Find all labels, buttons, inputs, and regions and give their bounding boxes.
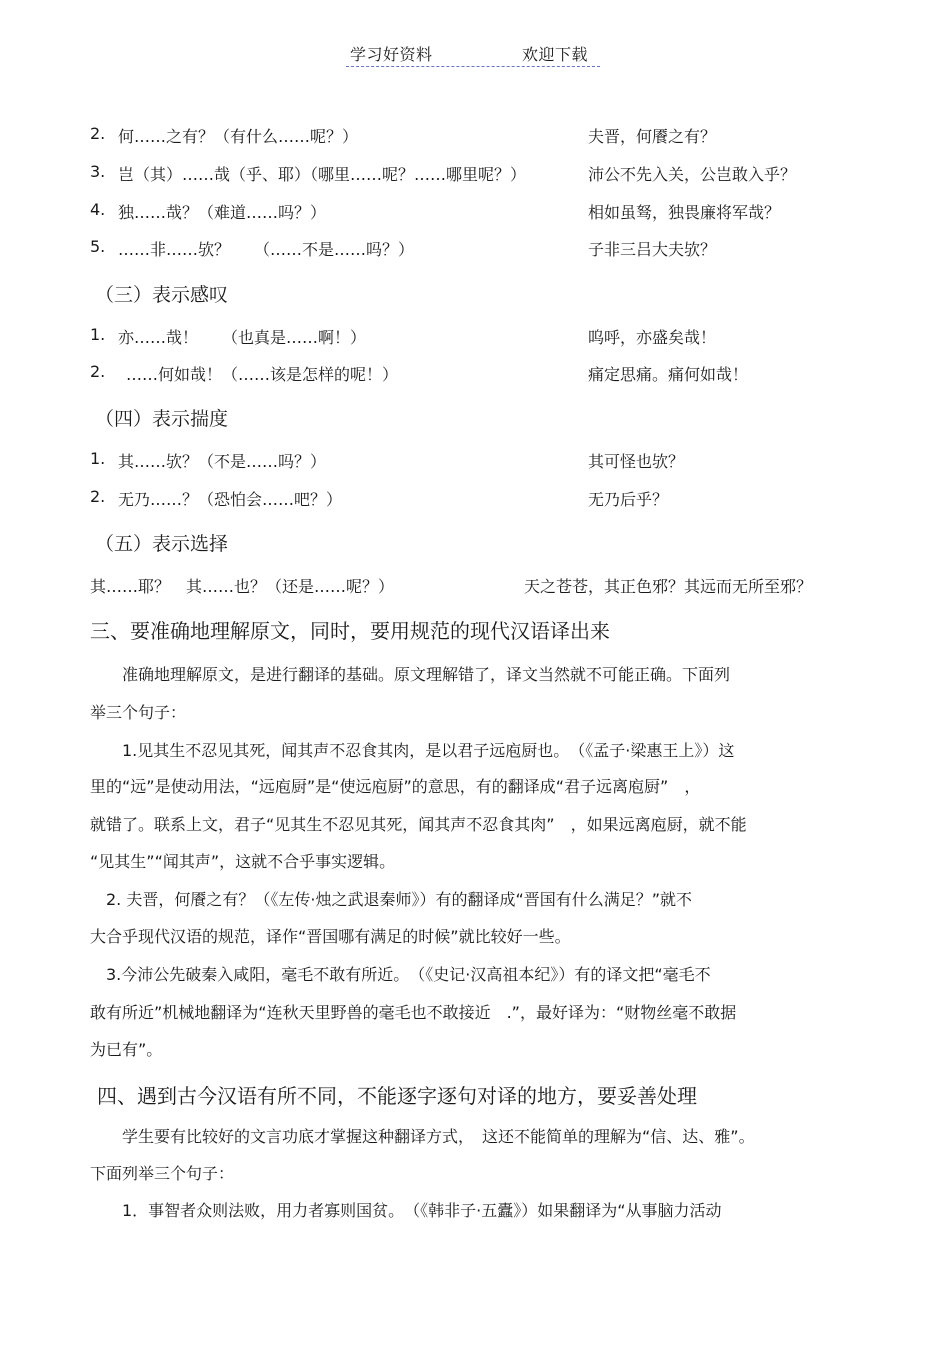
pattern-text: 其……耶？ 其……也？（还是……呢？） [90, 577, 395, 596]
header-left-text: 学习好资料 [350, 45, 433, 64]
example-text: 沛公不先入关，公岂敢入乎？ [588, 165, 797, 184]
paragraph-line: 1．事智者众则法败，用力者寡则国贫。 （《韩非子·五蠹》）如果翻译为“从事脑力活动 [90, 1201, 722, 1220]
item-number: 1. [90, 449, 106, 468]
header-right-text: 欢迎下载 [522, 45, 589, 64]
item-number: 3. [90, 162, 106, 181]
pattern-text: 其……欤？（不是……吗？） [118, 452, 327, 471]
paragraph-line: “见其生”“闻其声”，这就不合乎事实逻辑。 [90, 852, 396, 871]
pattern-row [90, 487, 870, 513]
heading-section-3: 三、要准确地理解原文，同时，要用规范的现代汉语译出来 [90, 619, 610, 643]
section-title-conjecture: （四）表示揣度 [95, 408, 229, 430]
paragraph-line: 敢有所近”机械地翻译为“连秋天里野兽的毫毛也不敢接近 .”，最好译为：“财物丝毫不敢据 [90, 1003, 737, 1022]
pattern-text: ……非……欤？ （……不是……吗？） [118, 240, 415, 259]
pattern-row [90, 124, 870, 150]
example-text: 无乃后乎？ [588, 490, 669, 509]
pattern-text: 无乃……？（恐怕会……吧？） [118, 490, 343, 509]
paragraph-line: 大合乎现代汉语的规范，译作“晋国哪有满足的时候”就比较好一些。 [90, 927, 571, 946]
item-number: 2. [90, 362, 106, 381]
paragraph-line: 下面列举三个句子： [90, 1164, 235, 1183]
item-number: 4. [90, 200, 106, 219]
pattern-text: 何……之有？（有什么……呢？） [118, 127, 359, 146]
paragraph-line: 2. 夫晋，何餍之有？（《左传·烛之武退秦师》）有的翻译成“晋国有什么满足？”就不 [90, 890, 693, 909]
example-text: 天之苍苍，其正色邪？其远而无所至邪？ [524, 577, 813, 596]
paragraph-line: 准确地理解原文，是进行翻译的基础。原文理解错了，译文当然就不可能正确。下面列 [90, 665, 731, 684]
pattern-text: 岂（其）……哉（乎、耶）（哪里……呢？……哪里呢？） [118, 165, 527, 184]
example-text: 其可怪也欤？ [588, 452, 685, 471]
section-title-exclamation: （三）表示感叹 [95, 284, 229, 306]
pattern-text: 独……哉？（难道……吗？） [118, 203, 327, 222]
example-text: 相如虽驽，独畏廉将军哉？ [588, 203, 781, 222]
heading-section-4: 四、遇到古今汉语有所不同，不能逐字逐句对译的地方，要妥善处理 [97, 1084, 697, 1108]
paragraph-line: 学生要有比较好的文言功底才掌握这种翻译方式， 这还不能简单的理解为“信、达、雅”。 [90, 1127, 755, 1146]
pattern-row [90, 325, 870, 351]
example-text: 夫晋，何餍之有？ [588, 127, 717, 146]
pattern-row [90, 362, 870, 388]
paragraph-line: 就错了。联系上文，君子“见其生不忍见其死，闻其声不忍食其肉” ，如果远离庖厨，就不能 [90, 815, 747, 834]
pattern-row [90, 449, 870, 475]
example-text: 痛定思痛。痛何如哉！ [588, 365, 749, 384]
pattern-row [90, 574, 870, 600]
example-text: 呜呼，亦盛矣哉！ [588, 328, 717, 347]
pattern-row [90, 162, 870, 188]
section-title-choice: （五）表示选择 [95, 533, 229, 555]
paragraph-line: 里的“远”是使动用法，“远庖厨”是“使远庖厨”的意思，有的翻译成“君子远离庖厨” ， [90, 777, 701, 796]
item-number: 5. [90, 237, 106, 256]
paragraph-line: 举三个句子： [90, 703, 187, 722]
item-number: 2. [90, 124, 106, 143]
pattern-text: ……何如哉！（……该是怎样的呢！） [126, 365, 399, 384]
page-header [346, 40, 600, 67]
pattern-text: 亦……哉！ （也真是……啊！） [118, 328, 367, 347]
pattern-row [90, 200, 870, 226]
example-text: 子非三吕大夫欤？ [588, 240, 717, 259]
item-number: 1. [90, 325, 106, 344]
paragraph-line: 3.今沛公先破秦入咸阳，毫毛不敢有所近。 （《史记·汉高祖本纪》）有的译文把“毫毛不 [90, 965, 711, 984]
item-number: 2. [90, 487, 106, 506]
paragraph-line: 为已有”。 [90, 1040, 163, 1059]
pattern-row [90, 237, 870, 263]
paragraph-line: 1.见其生不忍见其死，闻其声不忍食其肉，是以君子远庖厨也。 （《孟子·梁惠王上》）这 [90, 741, 735, 760]
